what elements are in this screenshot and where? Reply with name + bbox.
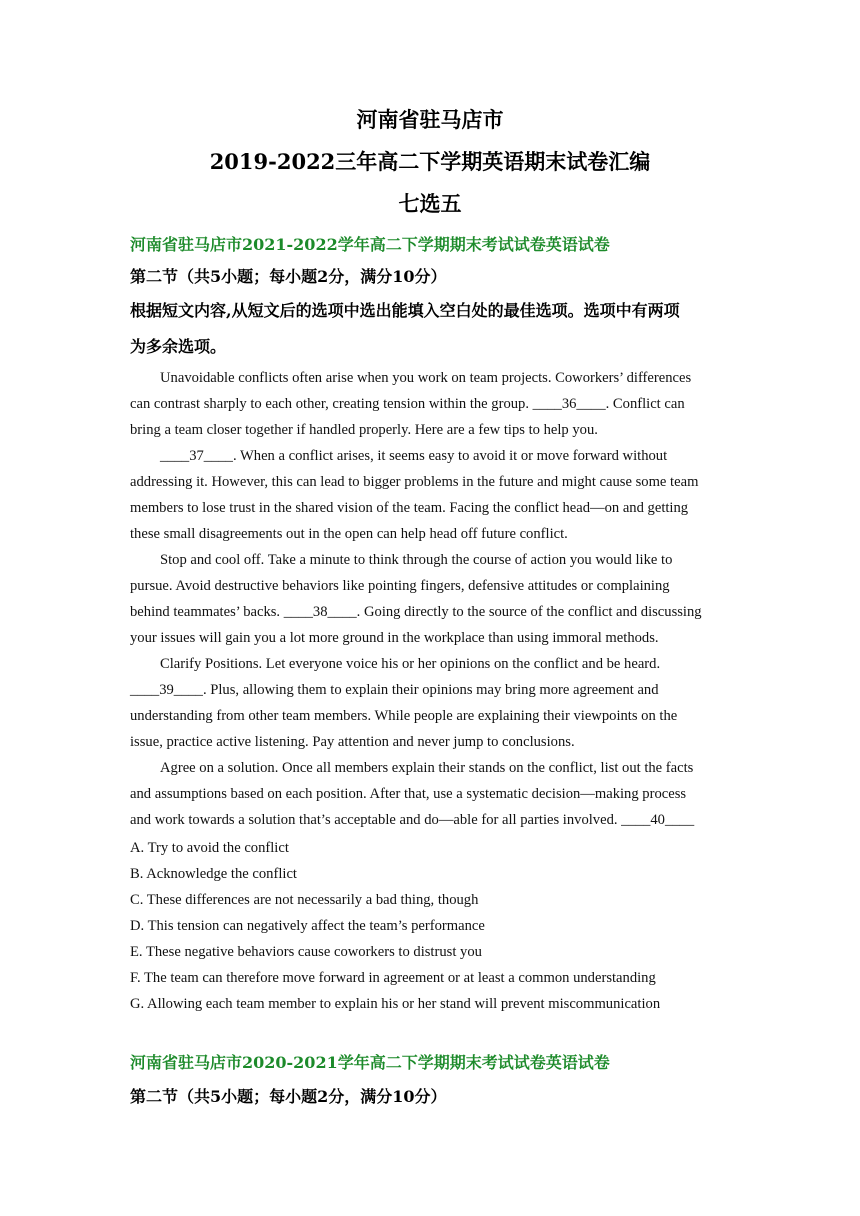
passage-line: can contrast sharply to each other, creating tension within the group. ____36____. Conflict can (130, 396, 685, 412)
passage-line: Stop and cool off. Take a minute to think through the course of action you would like to (160, 552, 673, 568)
option-g: G. Allowing each team member to explain his or her stand will prevent miscommunication (130, 996, 661, 1012)
option-f: F. The team can therefore move forward in agreement or at least a common understanding (130, 970, 656, 986)
option-a: A. Try to avoid the conflict (130, 840, 289, 856)
section1-source-heading: 河南省驻马店市2021-2022学年高二下学期期末考试试卷英语试卷 (130, 235, 610, 254)
passage-line: pursue. Avoid destructive behaviors like pointing fingers, defensive attitudes or complaining (130, 578, 670, 594)
passage-line: ____39____. Plus, allowing them to explain their opinions may bring more agreement and (130, 682, 659, 698)
passage-line: your issues will gain you a lot more ground in the workplace than using immoral methods. (130, 630, 659, 646)
passage-line: issue, practice active listening. Pay attention and never jump to conclusions. (130, 734, 575, 750)
section1-instruction-line2: 为多余选项。 (130, 337, 227, 356)
option-c: C. These differences are not necessarily a bad thing, though (130, 892, 479, 908)
passage-line: behind teammates’ backs. ____38____. Going directly to the source of the conflict and discussing (130, 604, 702, 620)
option-d: D. This tension can negatively affect the team’s performance (130, 918, 485, 934)
passage-line: ____37____. When a conflict arises, it seems easy to avoid it or move forward without (160, 448, 668, 464)
title-topic: 七选五 (398, 191, 462, 216)
passage-line: and assumptions based on each position. After that, use a systematic decision—making process (130, 786, 687, 802)
passage-line: Unavoidable conflicts often arise when you work on team projects. Coworkers’ differences (160, 370, 692, 386)
option-b: B. Acknowledge the conflict (130, 866, 297, 882)
passage-line: Clarify Positions. Let everyone voice his or her opinions on the conflict and be heard. (160, 656, 661, 672)
section2-label: 第二节（共5小题；每小题2分，满分10分） (130, 1087, 447, 1106)
section1-instruction-line1: 根据短文内容,从短文后的选项中选出能填入空白处的最佳选项。选项中有两项 (130, 301, 680, 320)
passage-line: understanding from other team members. While people are explaining their viewpoints on the (130, 708, 678, 724)
option-e: E. These negative behaviors cause coworkers to distrust you (130, 944, 482, 960)
passage-line: members to lose trust in the shared vision of the team. Facing the conflict head—on and getting (130, 500, 689, 516)
passage-line: Agree on a solution. Once all members explain their stands on the conflict, list out the facts (160, 760, 694, 776)
title-collection: 2019-2022三年高二下学期英语期末试卷汇编 (209, 149, 651, 174)
passage-line: bring a team closer together if handled properly. Here are a few tips to help you. (130, 422, 598, 438)
passage-line: these small disagreements out in the open can help head off future conflict. (130, 526, 568, 542)
passage-line: addressing it. However, this can lead to bigger problems in the future and might cause some team (130, 474, 699, 490)
section2-source-heading: 河南省驻马店市2020-2021学年高二下学期期末考试试卷英语试卷 (130, 1053, 610, 1072)
passage-line: and work towards a solution that’s acceptable and do—able for all parties involved. ____40____ (130, 812, 695, 828)
section1-label: 第二节（共5小题；每小题2分，满分10分） (130, 267, 447, 286)
title-region: 河南省驻马店市 (356, 107, 504, 132)
